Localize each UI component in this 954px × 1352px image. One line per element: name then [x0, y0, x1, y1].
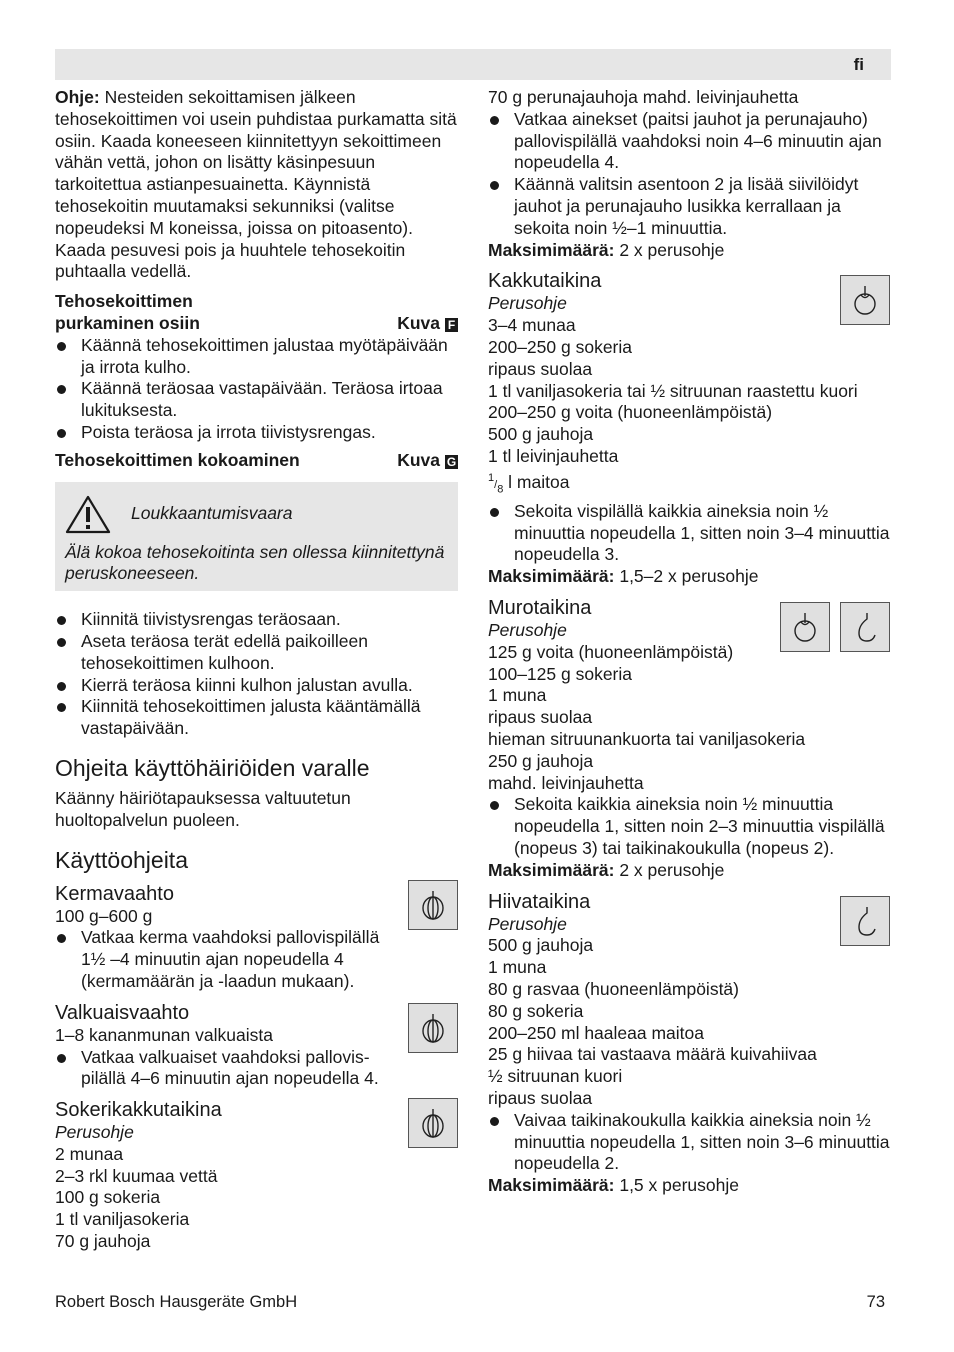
- dough-hook-icon: [851, 905, 879, 937]
- recipe-quantity: 1–8 kananmunan valkuaista: [55, 1024, 273, 1045]
- ingredient: 1 tl vaniljasokeria: [55, 1209, 190, 1230]
- whisk-tool-box: [408, 1003, 458, 1053]
- warning-box: [55, 482, 458, 592]
- ingredient: ½ sitruunan kuori: [488, 1066, 623, 1087]
- recipe-title: Sokerikakkutaikina: [55, 1099, 222, 1122]
- figure-g-badge: G: [446, 454, 457, 469]
- list-item: Kiinnitä tehosekoittimen jalusta kääntämällä vastapäivään.: [55, 696, 458, 740]
- fraction-numerator: 1: [488, 471, 495, 484]
- ingredient: 2 munaa: [55, 1143, 124, 1164]
- ingredient: 1 tl leivinjauhetta: [488, 445, 619, 466]
- ingredient: 100 g sokeria: [55, 1187, 161, 1208]
- ingredient: 70 g perunajauhoja mahd. leivinjauhetta: [488, 87, 799, 107]
- ingredient: 70 g jauhoja: [55, 1231, 151, 1252]
- recipe-title: Murotaikina: [488, 597, 592, 620]
- disassembly-title-line2: purkaminen osiin: [55, 312, 200, 333]
- max-amount: [488, 1175, 890, 1197]
- list-item: Vatkaa kerma vaahdoksi pallovispilällä 1½ –4 minuutin ajan nopeudella 4 (kermamäärän ja -laadun mukaan).: [55, 927, 381, 992]
- ingredient: ripaus suolaa: [488, 707, 593, 728]
- figure-f-badge: F: [445, 318, 458, 332]
- ingredient: 3–4 munaa: [488, 315, 576, 336]
- stirring-whisk-icon: [791, 611, 819, 643]
- ingredient: 80 g sokeria: [488, 1000, 584, 1021]
- basic-recipe-label: Perusohje: [55, 1122, 134, 1143]
- max-value: 2 x perusohje: [614, 239, 725, 260]
- max-value: 1,5–2 x perusohje: [614, 566, 759, 587]
- whisk-tool-box: [408, 880, 458, 930]
- right-column: [488, 87, 890, 1197]
- recipe-kermavaahto: [55, 882, 458, 993]
- recipe-murotaikina: [488, 596, 890, 882]
- ingredient: 500 g jauhoja: [488, 424, 594, 445]
- max-value: 1,5 x perusohje: [614, 1175, 739, 1196]
- max-label: Maksimimäärä:: [488, 239, 615, 260]
- recipe-kakkutaikina: [488, 269, 890, 588]
- ingredient: 200–250 g sokeria: [488, 336, 632, 357]
- basic-recipe-label: Perusohje: [488, 620, 567, 641]
- basic-recipe-label: Perusohje: [488, 293, 567, 314]
- balloon-whisk-icon: [419, 1107, 447, 1139]
- list-item: Vaivaa taikinakoukulla kaikkia aineksia noin ½ minuuttia nopeudella 1, sitten noin 3–6 minuuttia nopeudella 2.: [488, 1110, 890, 1175]
- assembly-heading: [55, 450, 458, 472]
- list-item: Kierrä teräosa kiinni kulhon jalustan avulla.: [55, 675, 458, 697]
- figure-ref-label: Kuva: [397, 449, 440, 470]
- language-code: fi: [853, 55, 864, 74]
- list-item: Käännä teräosaa vastapäivään. Teräosa irtoaa lukituksesta.: [55, 378, 458, 422]
- left-column: [55, 87, 458, 1253]
- ingredient: ripaus suolaa: [488, 358, 593, 379]
- usage-heading: Käyttöohjeita: [55, 846, 188, 873]
- warning-text: Älä kokoa tehosekoitinta sen ollessa kiinnitettynä peruskoneeseen.: [65, 541, 445, 584]
- ingredient: 80 g rasvaa (huoneenlämpöistä): [488, 979, 739, 1000]
- dough-hook-box: [840, 602, 890, 652]
- list-item: Käännä tehosekoittimen jalustaa myötäpäivään ja irrota kulho.: [55, 335, 458, 379]
- disassembly-heading: [55, 291, 458, 335]
- troubleshoot-text: Käänny häiriötapauksessa valtuutetun huoltopalvelun puoleen.: [55, 787, 351, 830]
- balloon-whisk-icon: [419, 1012, 447, 1044]
- troubleshoot-heading: Ohjeita käyttöhäiriöiden varalle: [55, 754, 370, 781]
- whisk-tool-box: [408, 1098, 458, 1148]
- dough-hook-box: [840, 896, 890, 946]
- recipe-valkuaisvaahto: [55, 1001, 458, 1090]
- list-item: Vatkaa ainekset (paitsi jauhot ja perunajauho) pallovispilällä vaahdoksi noin 4–6 minuutin ajan nopeudella 4.: [488, 109, 890, 174]
- ingredient: $^1/_8$ l maitoa: [488, 471, 570, 496]
- figure-ref-label: Kuva: [397, 312, 440, 333]
- list-item: Poista teräosa ja irrota tiivistysrengas.: [55, 422, 458, 444]
- whisk-tool-box: [840, 275, 890, 325]
- ingredient: ripaus suolaa: [488, 1088, 593, 1108]
- list-item: Vatkaa valkuaiset vaahdoksi pallovis-pilällä 4–6 minuutin ajan nopeudella 4.: [55, 1047, 391, 1091]
- list-item: Aseta teräosa terät edellä paikoilleen tehosekoittimen kulhoon.: [55, 631, 458, 675]
- max-label: Maksimimäärä:: [488, 1175, 615, 1196]
- ingredient: mahd. leivinjauhetta: [488, 772, 644, 793]
- warning-triangle-icon: [65, 494, 111, 534]
- ingredient: 200–250 ml haaleaa maitoa: [488, 1022, 704, 1043]
- page-number: 73: [866, 1293, 885, 1311]
- recipe-title: Valkuaisvaahto: [55, 1001, 190, 1024]
- max-amount: [488, 566, 890, 588]
- ingredient: 25 g hiivaa tai vastaava määrä kuivahiivaa: [488, 1044, 817, 1065]
- disassembly-title-line1: Tehosekoittimen: [55, 291, 193, 312]
- max-amount: [488, 860, 890, 882]
- fraction-denominator: 8: [497, 483, 504, 496]
- whisk-tool-box: [780, 602, 830, 652]
- recipe-title: Kermavaahto: [55, 882, 174, 905]
- ingredient: 125 g voita (huoneenlämpöistä): [488, 641, 734, 662]
- ingredient: 1 muna: [488, 957, 547, 978]
- basic-recipe-label: Perusohje: [488, 913, 567, 934]
- recipe-quantity: 100 g–600 g: [55, 905, 153, 926]
- max-label: Maksimimäärä:: [488, 566, 615, 587]
- footer-company: Robert Bosch Hausgeräte GmbH: [55, 1293, 298, 1311]
- ingredient: 1 tl vaniljasokeria tai ½ sitruunan raastettu kuori: [488, 380, 858, 401]
- recipe-hiivataikina: [488, 890, 890, 1197]
- stirring-whisk-icon: [851, 284, 879, 316]
- ingredient: 1 muna: [488, 685, 547, 706]
- list-item: Sekoita vispilällä kaikkia aineksia noin ½ minuuttia nopeudella 1, sitten noin 3–4 minuuttia nopeudella 3.: [488, 501, 890, 566]
- dough-hook-icon: [851, 611, 879, 643]
- header-bar: [55, 49, 891, 80]
- ingredient: 500 g jauhoja: [488, 935, 594, 956]
- list-item: Käännä valitsin asentoon 2 ja lisää siivilöidyt jauhot ja perunajauho lusikka kerrallaan ja sekoita noin ½–1 minuuttia.: [488, 174, 890, 239]
- assembly-title: Tehosekoittimen kokoaminen: [55, 449, 300, 470]
- assembly-steps: [55, 609, 458, 740]
- max-label: Maksimimäärä:: [488, 859, 615, 880]
- ingredient: 2–3 rkl kuumaa vettä: [55, 1165, 218, 1186]
- disassembly-steps: [55, 335, 458, 444]
- balloon-whisk-icon: [419, 889, 447, 921]
- note-label: Ohje:: [55, 87, 100, 107]
- ingredient-text: l maitoa: [503, 471, 570, 492]
- recipe-title: Hiivataikina: [488, 890, 591, 913]
- warning-title: Loukkaantumisvaara: [131, 502, 293, 523]
- recipe-title: Kakkutaikina: [488, 270, 602, 293]
- ingredient: 100–125 g sokeria: [488, 663, 632, 684]
- max-value: 2 x perusohje: [614, 859, 725, 880]
- cleaning-note: [55, 87, 458, 283]
- note-text: Nesteiden sekoittamisen jälkeen tehosekoittimen voi usein puhdistaa purkamatta sitä osiin. Kaada koneeseen kiinnitettyyn sekoittimeen vähän vettä, johon on lisätty käsinpesuun tarkoitettua astianpesuainetta. Käynnistä tehosekoitin muutamaksi sekunniksi (valitse nopeudeksi M koneissa, joissa on pitoasento). Kaada pesuvesi pois ja huuhtele tehosekoitin puhtaalla vedellä.: [55, 87, 457, 282]
- ingredient: 200–250 g voita (huoneenlämpöistä): [488, 402, 773, 423]
- max-amount: [488, 240, 890, 262]
- ingredient: hieman sitruunankuorta tai vaniljasokeria: [488, 729, 806, 750]
- list-item: Kiinnitä tiivistysrengas teräosaan.: [55, 609, 458, 631]
- ingredient: 250 g jauhoja: [488, 750, 594, 771]
- recipe-sokerikakkutaikina: [55, 1098, 458, 1253]
- list-item: Sekoita kaikkia aineksia noin ½ minuuttia nopeudella 1, sitten noin 2–3 minuuttia vispilällä (nopeus 3) tai taikinakoukulla (nopeus 2).: [488, 794, 890, 859]
